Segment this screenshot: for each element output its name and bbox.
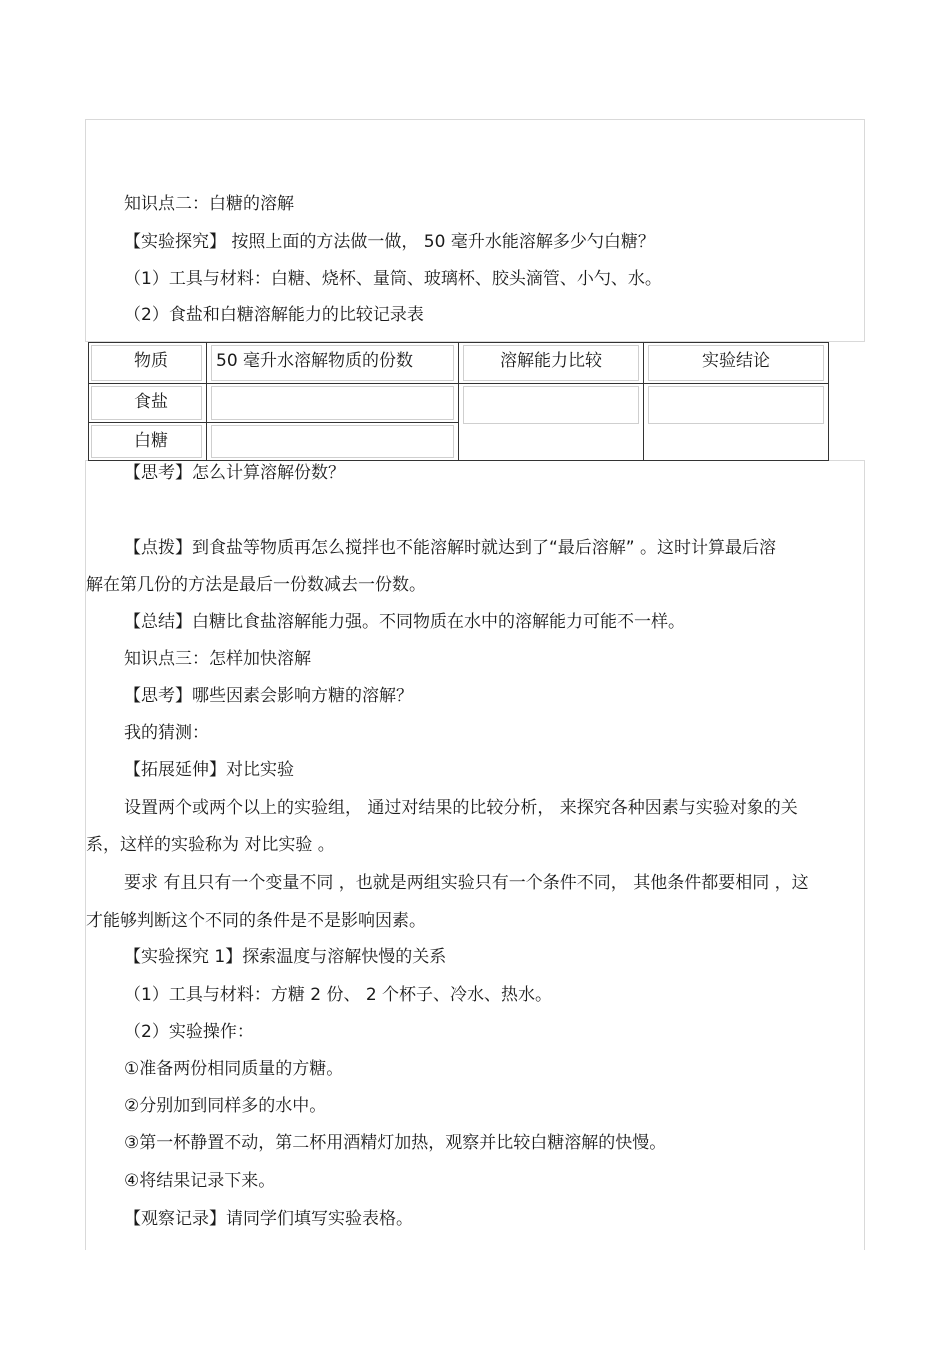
table-row — [89, 384, 829, 423]
requirement-line-1: 要求 有且只有一个变量不同 ，也就是两组实验只有一个条件不同， 其他条件都要相同 ，这 — [124, 873, 809, 893]
section2-heading: 知识点二：白糖的溶解 — [124, 194, 294, 214]
table-title: （2）食盐和白糖溶解能力的比较记录表 — [124, 305, 424, 325]
summary-text: 【总结】白糖比食盐溶解能力强。不同物质在水中的溶解能力可能不一样。 — [124, 612, 685, 632]
guess-label: 我的猜测： — [124, 723, 209, 743]
step-2: ②分别加到同样多的水中。 — [124, 1096, 327, 1116]
definition-line-2: 系，这样的实验称为 对比实验 。 — [86, 835, 335, 855]
requirement-line-2: 才能够判断这个不同的条件是不是影响因素。 — [86, 911, 426, 931]
table-cell[interactable] — [207, 384, 459, 423]
table-cell — [89, 423, 207, 461]
definition-line-1: 设置两个或两个以上的实验组， 通过对结果的比较分析， 来探究各种因素与实验对象的关 — [124, 798, 798, 818]
explore-text: 【实验探究】 按照上面的方法做一做， 50 毫升水能溶解多少勺白糖？ — [124, 232, 655, 252]
operation-heading: （2）实验操作： — [124, 1022, 254, 1042]
step-1: ①准备两份相同质量的方糖。 — [124, 1059, 344, 1079]
header-substance: 物质 — [134, 351, 168, 371]
row-salt-label: 食盐 — [134, 392, 168, 412]
step-4: ④将结果记录下来。 — [124, 1171, 276, 1191]
header-cell — [459, 343, 644, 384]
table-cell[interactable] — [207, 423, 459, 461]
row-sugar-label: 白糖 — [134, 431, 168, 451]
tip-line-2: 解在第几份的方法是最后一份数减去一份数。 — [86, 575, 426, 595]
header-conclusion: 实验结论 — [702, 351, 770, 371]
table-cell[interactable] — [644, 384, 829, 461]
tip-line-1: 【点拨】到食盐等物质再怎么搅拌也不能溶解时就达到了“最后溶解” 。这时计算最后溶 — [124, 538, 777, 558]
extend-heading: 【拓展延伸】对比实验 — [124, 760, 294, 780]
record-text: 【观察记录】请同学们填写实验表格。 — [124, 1209, 413, 1229]
comparison-table — [88, 342, 829, 461]
section3-heading: 知识点三：怎样加快溶解 — [124, 649, 311, 669]
table-cell[interactable] — [459, 384, 644, 461]
table-cell — [89, 384, 207, 423]
header-cell — [644, 343, 829, 384]
materials1-text: （1）工具与材料：方糖 2 份、 2 个杯子、冷水、热水。 — [124, 985, 553, 1005]
think-question: 【思考】怎么计算溶解份数？ — [124, 463, 345, 483]
materials-text: （1）工具与材料：白糖、烧杯、量筒、玻璃杯、胶头滴管、小勺、水。 — [124, 269, 662, 289]
table-header-row — [89, 343, 829, 384]
header-cell — [207, 343, 459, 384]
header-portions: 50 毫升水溶解物质的份数 — [216, 351, 414, 371]
step-3: ③第一杯静置不动，第二杯用酒精灯加热，观察并比较白糖溶解的快慢。 — [124, 1133, 667, 1153]
header-cell — [89, 343, 207, 384]
header-ability: 溶解能力比较 — [500, 351, 602, 371]
explore1-heading: 【实验探究 1】探索温度与溶解快慢的关系 — [124, 947, 447, 967]
think-question-2: 【思考】哪些因素会影响方糖的溶解？ — [124, 686, 413, 706]
